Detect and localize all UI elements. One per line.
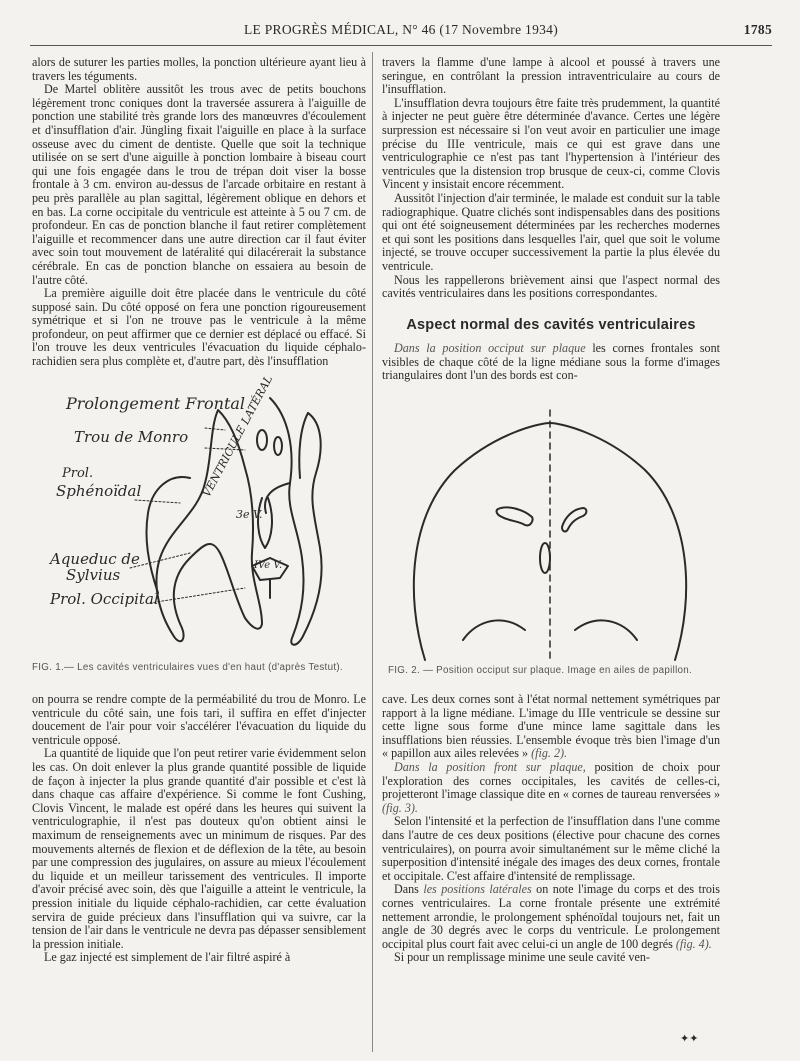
paragraph: Le gaz injecté est simplement de l'air filtré aspiré à [44,950,291,965]
column-2-top [382,56,720,383]
label-fourth-ventricle: IVe V. [254,560,283,571]
italic-term: Dans la position front sur plaque, [394,759,586,774]
paragraph [382,342,720,383]
journal-title: LE PROGRÈS MÉDICAL, N° 46 (17 Novembre 1934) [243,22,559,37]
paragraph [382,693,720,761]
running-header [30,20,772,42]
paragraph-text: Dans [394,882,424,897]
paragraph: Selon l'intensité et la perfection de l'insufflation dans l'une comme dans l'autre de ces deux positions (élective pour chacune des cornes ventriculaires), on pourra avoir simultanément sur le même cliché la superposition d'intensité inégale des images des deux cornes, frontale et occipitale. C'est affaire d'intensité de remplissage. [382,814,720,883]
label-monro: Trou de Monro [74,428,189,446]
paragraph: Aussitôt l'injection d'air terminée, le malade est conduit sur la table radiographique. Quatre clichés sont indispensables dans des positions qui ont été soigneusement déterminées par les recherches modernes et qui sont les positions dans lesquelles l'air, quel que soit le volume injecté, se trouve occuper successivement la partie la plus élevée du ventricule. [382,190,720,273]
label-ventricule-lateral: VENTRICULE LATÉRAL [200,373,276,500]
continuation-mark: ✦✦ [680,1033,699,1045]
paragraph [382,761,720,815]
paragraph: Si pour un remplissage minime une seule cavité ven- [394,950,650,965]
column-1-bottom [32,693,366,965]
label-third-ventricle: 3e V. [236,508,263,521]
figure-1-ventricles-diagram [40,373,370,658]
label-aqueduc-1: Aqueduc de [50,550,140,568]
header-rule [30,45,772,46]
figure-reference: (fig. 2). [531,746,568,761]
paragraph: Nous les rappellerons brièvement ainsi que l'aspect normal des cavités ventriculaires dans les positions correspondantes. [382,272,720,301]
label-sphenoidal-2: Sphénoïdal [56,482,142,500]
paragraph: L'insufflation devra toujours être faite très prudemment, la quantité à injecter ne peut guère être déterminée d'avance. Certes une légère surpression est nécessaire si l'on veut avoir en particulier une image précise du IIIe ventricule, mais ce qui est grave dans une ventriculographie ce n'est pas tant l'hypertension à l'intérieur des ventricules que la distension trop brusque de ceux-ci, comme Clovis Vincent y insistait encore récemment. [382,95,720,192]
paragraph-text: les cornes frontales sont visibles de chaque côté de la ligne médiane sous la forme d'images triangulaires dont l'un des bords est con- [382,341,720,383]
label-sphenoidal-1: Prol. [62,466,94,481]
figure-reference: (fig. 3). [382,800,418,815]
label-frontal: Prolongement Frontal [66,394,246,413]
figure-2-butterfly-diagram [385,405,715,665]
paragraph-text: cave. Les deux cornes sont à l'état normal nettement symétriques par rapport à la ligne médiane. L'image du IIIe ventricule se dessine sur cette ligne sous forme d'une mince lame sagittale dans les insufflations bien réussies. L'ensemble évoque très bien l'image d'un « papillon aux ailes relevées » [382,692,720,761]
paragraph [382,883,720,951]
column-rule [372,52,373,1052]
label-occipital: Prol. Occipital [50,590,159,608]
label-aqueduc-2: Sylvius [66,566,121,584]
paragraph: alors de suturer les parties molles, la ponction ultérieure ayant lieu à travers les téguments. [32,55,366,83]
column-1-top [32,56,366,369]
paragraph: La quantité de liquide que l'on peut retirer varie évidemment selon les cas. On doit enlever la plus grande quantité possible de liquide de façon à injecter la plus grande quantité d'air possible et c'est là dans chaque cas affaire d'expérience. Si comme le font Cushing, Clovis Vincent, le malade est opéré dans les heures qui suivent la ventriculographie, il n'est pas douteux qu'on obtient ainsi le maximum de renseignements avec un minimum de risques. Par des mouvements alternés de flexion et de déflexion de la tête, au besoin par une compression des jugulaires, on assure au mieux l'écoulement du liquide et un meilleur tarissement des ventricules. Il importe d'avoir précisé avec soin, dès que l'aiguille a atteint le ventricule, la pression initiale du liquide céphalo-rachidien, car cette évaluation servira de guide précieux dans l'insufflation qui va suivre, car la tension de l'air dans le ventricule ne devra pas dépasser sensiblement la pression initiale. [32,746,366,951]
paragraph: De Martel oblitère aussitôt les trous avec de petits bouchons légèrement tronc coniques dont la traversée assurera à l'aiguille de ponction une stabilité très grande lors des manœuvres d'écoulement et d'insufflation d'air. Jüngling fixait l'aiguille en place à la surface osseuse avec du ciment de dentiste. Quelle que soit la technique utilisée on se sert d'une aiguille à ponction lombaire à biseau court qui une fois engagée dans le trou de trépan doit viser la bosse frontale à 3 cm. environ au-dessus de l'arcade orbitaire en restant à peu près parallèle au plan sagittal, légèrement oblique en dehors et en bas. La corne occipitale du ventricule est atteinte à 5 ou 7 cm. de profondeur. En cas de ponction blanche il faut retirer complètement l'aiguille et recommencer dans une autre direction car il faut éviter avec soin tout mouvement de latéralité qui dilacérerait la substance cérébrale. En cas de ponction blanche on essaiera au besoin de l'autre côté. [32,82,366,287]
section-heading: Aspect normal des cavités ventriculaires [406,316,696,333]
italic-term: Dans la position occiput sur plaque [394,341,586,356]
column-2-bottom [382,693,720,965]
figure-reference: (fig. 4). [675,936,712,951]
paragraph-text: position de choix pour l'exploration des cornes occipitales, les cavités de celles-ci, projetteront l'image classique dite en « cornes de taureau renversées » [382,759,720,802]
figure-2-caption: FIG. 2. — Position occiput sur plaque. Image en ailes de papillon. [388,665,693,676]
page-number: 1785 [743,22,772,37]
occiput-position-drawing [385,405,715,665]
italic-term: les positions latérales [423,882,532,897]
figure-1-caption: FIG. 1.— Les cavités ventriculaires vues d'en haut (d'après Testut). [32,662,343,673]
paragraph: travers la flamme d'une lampe à alcool et poussé à travers une seringue, en contrôlant la pression intraventriculaire au cours de l'insufflation. [382,55,720,97]
paragraph: on pourra se rendre compte de la perméabilité du trou de Monro. Le ventricule du côté sain, une fois tari, il suffira en effet d'injecter doucement de l'air pour voir s'accélérer l'évacuation du liquide du ventricule opposé. [32,692,366,747]
paragraph-text: on note l'image du corps et des trois cornes ventriculaires. La corne frontale présente une extrémité nettement arrondie, le prolongement sphénoïdal toujours net, fait un angle de 30 degrés avec le corps du ventricule. Le prolongement occipital plus court fait avec celui-ci un angle de 100 degrés [382,882,720,951]
paragraph: La première aiguille doit être placée dans le ventricule du côté supposé sain. Du côté opposé on fera une ponction rigoureusement symétrique et si l'on ne trouve pas le ventricule à la même profondeur, on peut affirmer que ce dernier est déplacé ou effacé. Si l'on trouve les deux ventricules l'évacuation du liquide céphalo-rachidien sera plus complète et, d'autre part, dès l'insufflation [32,286,366,369]
